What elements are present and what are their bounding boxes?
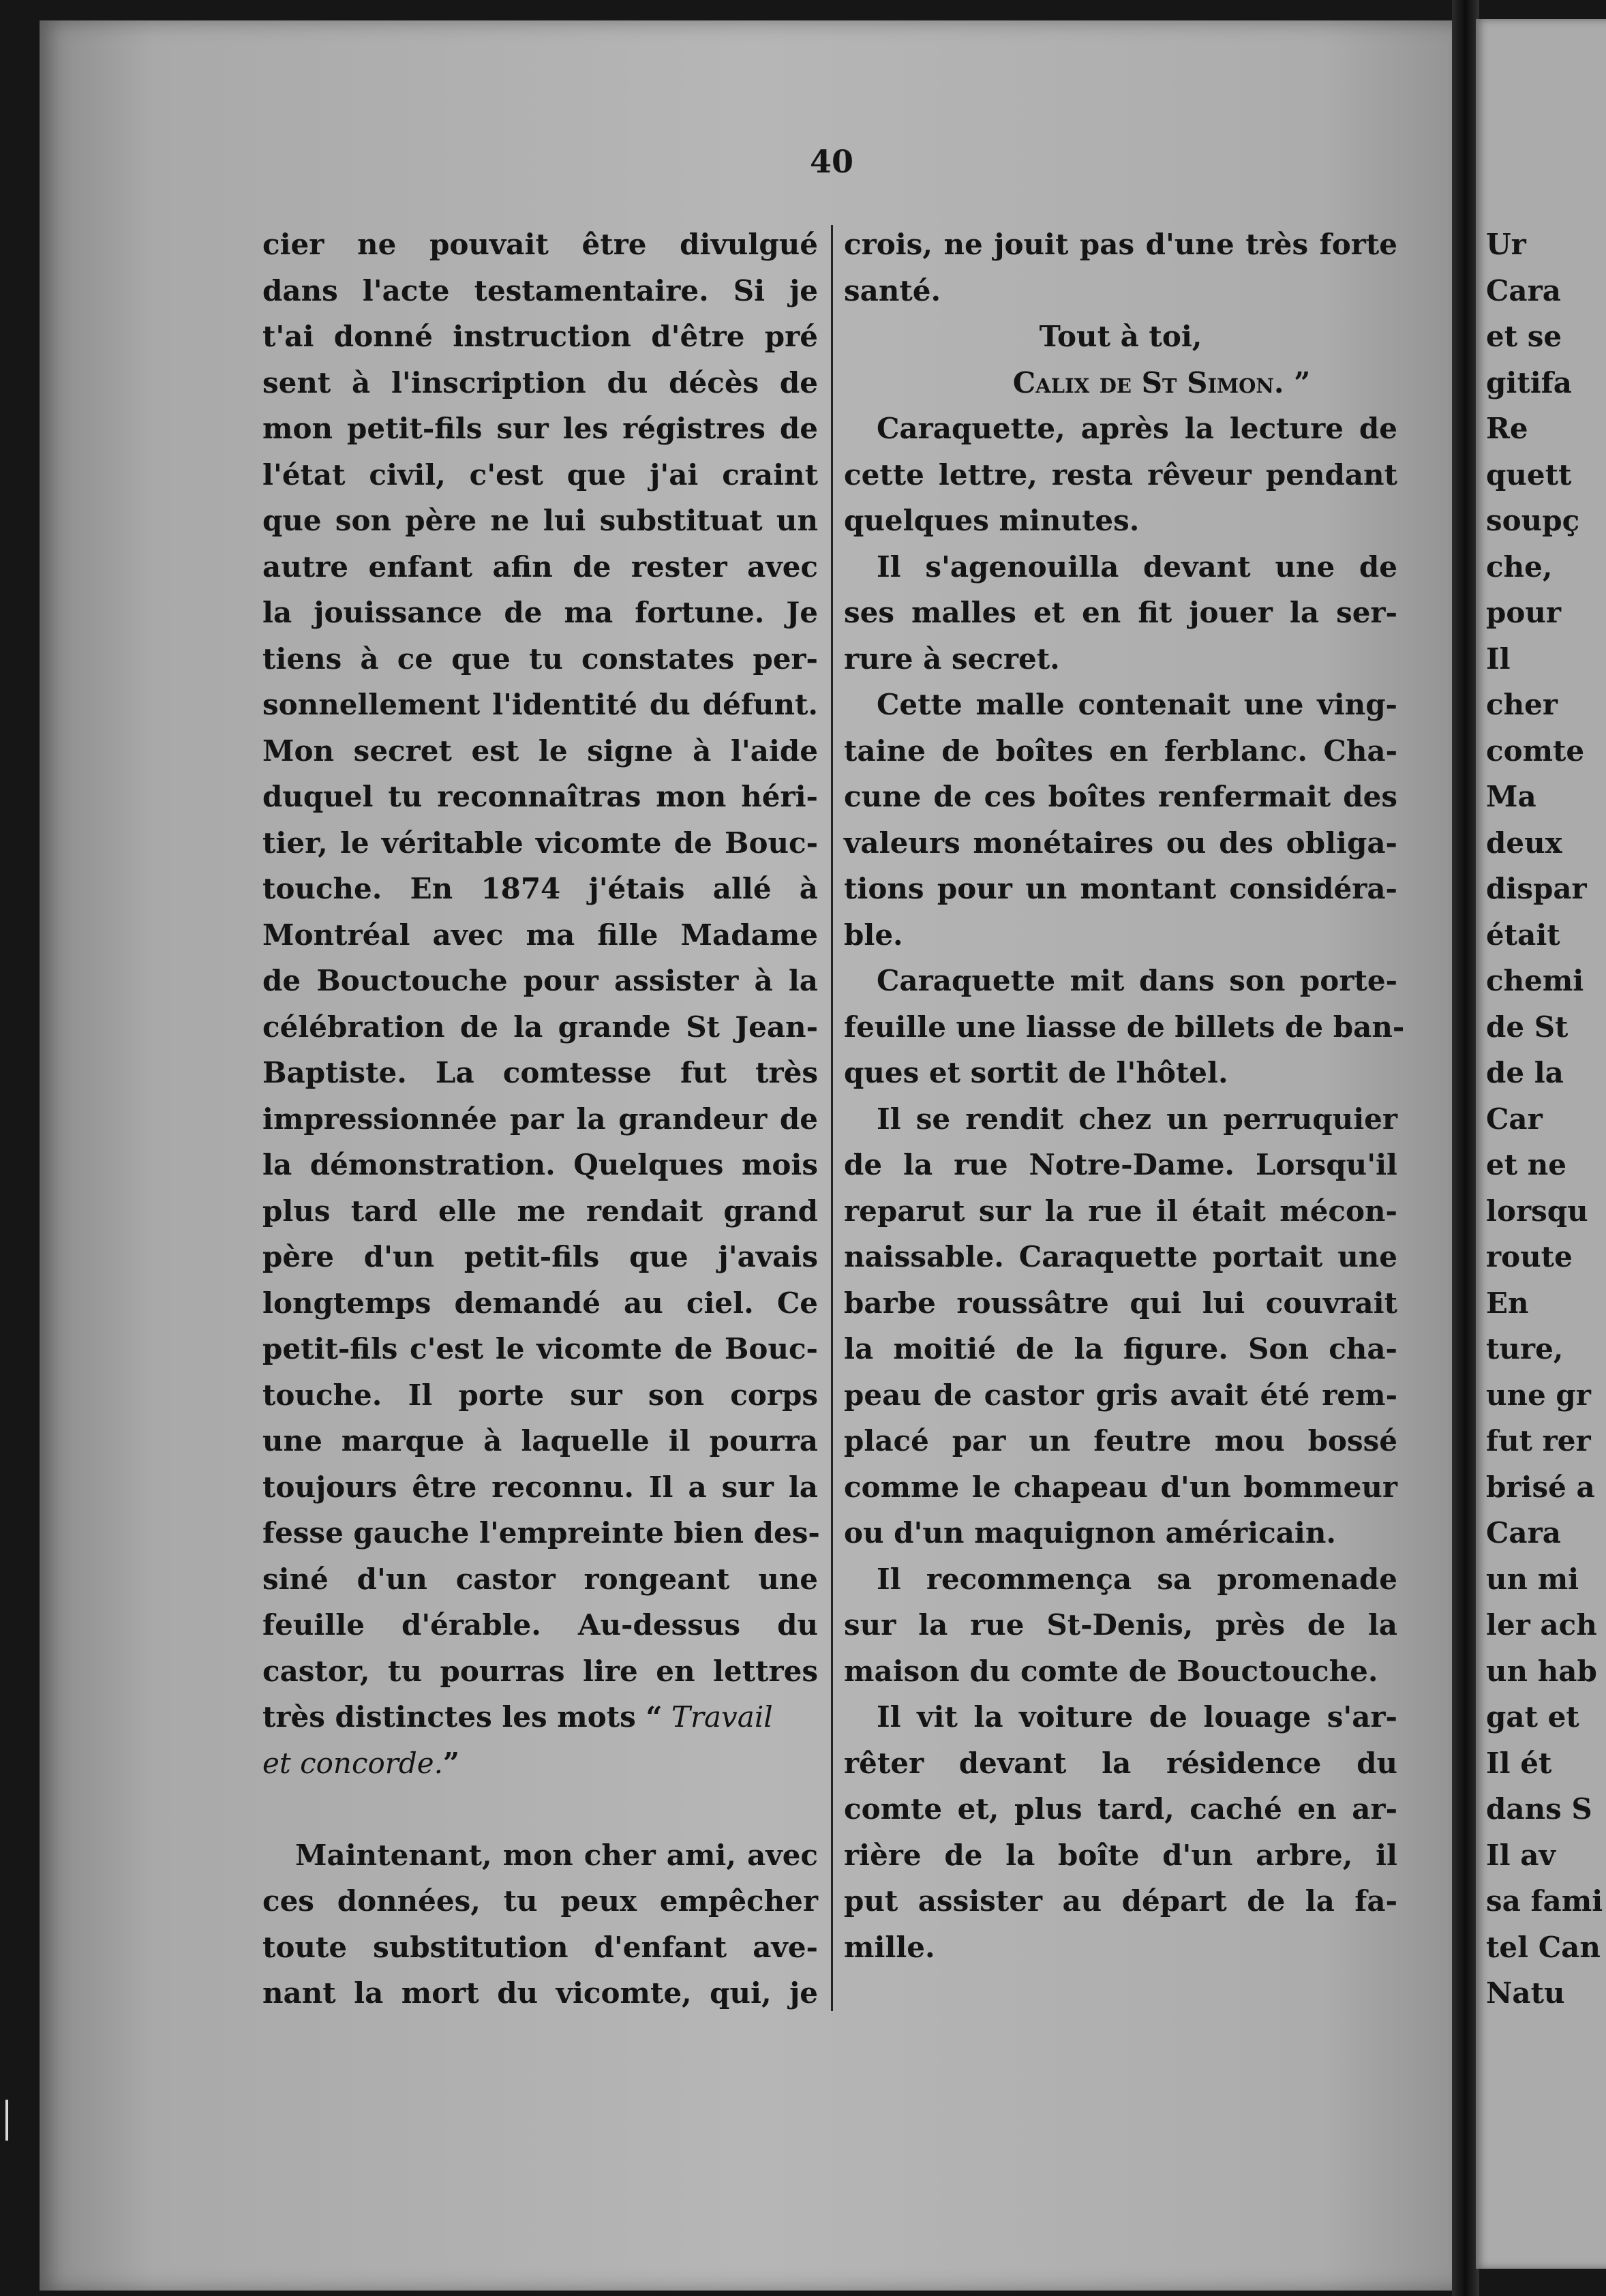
text-line: sent à l'inscription du décès de bbox=[262, 365, 818, 399]
text-line: plus tard elle me rendait grand bbox=[262, 1194, 818, 1228]
text-line: la moitié de la figure. Son cha- bbox=[844, 1332, 1397, 1365]
text-line: touche. Il porte sur son corps bbox=[262, 1378, 818, 1412]
text-line: Maintenant, mon cher ami, avec bbox=[295, 1838, 818, 1872]
text-line: cune de ces boîtes renfermait des bbox=[844, 780, 1397, 813]
scan-edge-mark bbox=[5, 2100, 8, 2141]
text-line: la jouissance de ma fortune. Je bbox=[262, 596, 818, 629]
text-line: sur la rue St-Denis, près de la bbox=[844, 1608, 1397, 1642]
text-line: Caraquette, après la lecture de bbox=[877, 412, 1397, 445]
text-line: Montréal avec ma fille Madame bbox=[262, 918, 818, 952]
facing-page-line: Il bbox=[1486, 641, 1511, 676]
facing-page-line: une gr bbox=[1486, 1378, 1591, 1412]
text-line: de Bouctouche pour assister à la bbox=[262, 964, 818, 997]
facing-page-line: dispar bbox=[1486, 872, 1587, 905]
page-number: 40 bbox=[809, 143, 853, 180]
text-line: t'ai donné instruction d'être pré bbox=[262, 320, 818, 353]
text-line: placé par un feutre mou bossé bbox=[844, 1424, 1397, 1457]
text-line: toute substitution d'enfant ave- bbox=[262, 1930, 818, 1964]
facing-page-line: un hab bbox=[1486, 1654, 1597, 1688]
facing-page-line: Il av bbox=[1486, 1838, 1556, 1872]
text-line: put assister au départ de la fa- bbox=[844, 1884, 1397, 1918]
text-line: siné d'un castor rongeant une bbox=[262, 1562, 818, 1596]
text-line: Il recommença sa promenade bbox=[877, 1562, 1397, 1596]
text-line: dans l'acte testamentaire. Si je bbox=[262, 273, 818, 307]
text-line: touche. En 1874 j'étais allé à bbox=[262, 872, 818, 905]
facing-page-line: ture, bbox=[1486, 1332, 1564, 1365]
facing-page-line: lorsqu bbox=[1486, 1194, 1588, 1228]
text-line: Mon secret est le signe à l'aide bbox=[262, 734, 818, 768]
text-line: feuille une liasse de billets de ban- bbox=[844, 1010, 1405, 1044]
facing-page-line: sa fami bbox=[1486, 1884, 1603, 1918]
facing-page-line: et se bbox=[1486, 320, 1562, 353]
text-line: quelques minutes. bbox=[844, 504, 1140, 537]
text-line: maison du comte de Bouctouche. bbox=[844, 1654, 1378, 1688]
facing-page-line: Re bbox=[1486, 412, 1528, 445]
facing-page-line: cher bbox=[1486, 688, 1558, 721]
text-line: Baptiste. La comtesse fut très bbox=[262, 1056, 818, 1089]
text-line: que son père ne lui substituat un bbox=[262, 504, 818, 537]
text-line: castor, tu pourras lire en lettres bbox=[262, 1654, 818, 1688]
facing-page-line: soupç bbox=[1486, 504, 1580, 537]
facing-page-line: che, bbox=[1486, 549, 1553, 584]
column-divider bbox=[831, 225, 833, 2011]
facing-page-line: Natu bbox=[1486, 1976, 1565, 2010]
text-line: père d'un petit-fils que j'avais bbox=[262, 1240, 818, 1273]
closing-quote: ” bbox=[442, 1746, 460, 1780]
text-line: crois, ne jouit pas d'une très forte bbox=[844, 228, 1397, 261]
text-line: Il s'agenouilla devant une de bbox=[877, 549, 1397, 584]
letter-signature: Calix de St Simon. ” bbox=[1012, 365, 1311, 399]
facing-page-line: tel Can bbox=[1486, 1930, 1601, 1964]
text-line: mille. bbox=[844, 1930, 935, 1964]
facing-page-line: Cara bbox=[1486, 1516, 1561, 1550]
text-line: Caraquette mit dans son porte- bbox=[877, 964, 1397, 997]
facing-page-line: brisé a bbox=[1486, 1470, 1595, 1504]
facing-page-line: fut rer bbox=[1486, 1424, 1591, 1457]
text-line: mon petit-fils sur les régistres de bbox=[262, 412, 818, 445]
text-line: naissable. Caraquette portait une bbox=[844, 1240, 1397, 1273]
text-line: fesse gauche l'empreinte bien des- bbox=[262, 1516, 820, 1550]
right-text-column bbox=[844, 222, 1405, 1970]
facing-page-line: et ne bbox=[1486, 1148, 1567, 1181]
facing-page-line: gitifa bbox=[1486, 365, 1572, 399]
text-line: Il vit la voiture de louage s'ar- bbox=[877, 1700, 1397, 1734]
facing-page-line: Ma bbox=[1486, 780, 1536, 813]
text-line: valeurs monétaires ou des obliga- bbox=[844, 826, 1397, 860]
facing-page-line: comte bbox=[1486, 734, 1585, 768]
facing-page-line: était bbox=[1486, 918, 1560, 952]
paragraph-gap bbox=[262, 1786, 818, 1832]
text-line: ces données, tu peux empêcher bbox=[262, 1884, 818, 1918]
text-line: autre enfant afin de rester avec bbox=[262, 549, 818, 584]
italic-quote: et concorde. bbox=[262, 1746, 443, 1780]
text-line: ble. bbox=[844, 918, 903, 952]
text-line: très distinctes les mots “ Travail bbox=[262, 1700, 773, 1734]
text-line: cier ne pouvait être divulgué bbox=[262, 228, 818, 261]
text-line: l'état civil, c'est que j'ai craint bbox=[262, 457, 818, 492]
text-line: de la rue Notre-Dame. Lorsqu'il bbox=[844, 1148, 1397, 1181]
facing-page-line: quett bbox=[1486, 457, 1572, 492]
text-line: ou d'un maquignon américain. bbox=[844, 1516, 1337, 1550]
book-gutter bbox=[1452, 0, 1479, 2296]
text-line: comme le chapeau d'un bommeur bbox=[844, 1470, 1397, 1504]
text-line: petit-fils c'est le vicomte de Bouc- bbox=[262, 1332, 818, 1365]
facing-page-line: Ur bbox=[1486, 228, 1526, 261]
text-line: santé. bbox=[844, 273, 941, 307]
text-line: longtemps demandé au ciel. Ce bbox=[262, 1286, 818, 1320]
facing-page-line: Car bbox=[1486, 1102, 1543, 1136]
facing-page-line: gat et bbox=[1486, 1700, 1579, 1734]
facing-page-line: de St bbox=[1486, 1010, 1569, 1044]
facing-page-line: Cara bbox=[1486, 273, 1561, 307]
text-line: une marque à laquelle il pourra bbox=[262, 1424, 818, 1457]
facing-page-line: de la bbox=[1486, 1056, 1564, 1089]
text-line: rure à secret. bbox=[844, 641, 1060, 676]
text-line: tiens à ce que tu constates per- bbox=[262, 641, 818, 676]
text-line: peau de castor gris avait été rem- bbox=[844, 1378, 1397, 1412]
facing-page-line: En bbox=[1486, 1286, 1529, 1320]
facing-page-line: chemi bbox=[1486, 964, 1584, 997]
text-line: la démonstration. Quelques mois bbox=[262, 1148, 818, 1181]
text-line: célébration de la grande St Jean- bbox=[262, 1010, 818, 1044]
text-line: ques et sortit de l'hôtel. bbox=[844, 1056, 1228, 1089]
text-line: rêter devant la résidence du bbox=[844, 1746, 1397, 1780]
text-line: ses malles et en fit jouer la ser- bbox=[844, 596, 1397, 629]
text-line: tions pour un montant considéra- bbox=[844, 872, 1397, 905]
left-text-column bbox=[262, 222, 818, 2016]
facing-page-line: Il ét bbox=[1486, 1746, 1552, 1780]
facing-page-line: route bbox=[1486, 1240, 1573, 1273]
text-line: sonnellement l'identité du défunt. bbox=[262, 688, 818, 721]
text-line: cette lettre, resta rêveur pendant bbox=[844, 457, 1397, 492]
text-line: barbe roussâtre qui lui couvrait bbox=[844, 1286, 1397, 1320]
text-line: reparut sur la rue il était mécon- bbox=[844, 1194, 1397, 1228]
text-line: Cette malle contenait une ving- bbox=[877, 688, 1397, 721]
text-line: nant la mort du vicomte, qui, je bbox=[262, 1976, 818, 2010]
text-line bbox=[262, 1740, 818, 1787]
text-line: impressionnée par la grandeur de bbox=[262, 1102, 818, 1136]
text-line: comte et, plus tard, caché en ar- bbox=[844, 1792, 1397, 1826]
text-line: feuille d'érable. Au-dessus du bbox=[262, 1608, 818, 1642]
text-line: Il se rendit chez un perruquier bbox=[877, 1102, 1397, 1136]
text-line: duquel tu reconnaîtras mon héri- bbox=[262, 780, 818, 813]
facing-page-line: deux bbox=[1486, 826, 1562, 860]
italic-quote: Travail bbox=[662, 1700, 773, 1734]
text-line: rière de la boîte d'un arbre, il bbox=[844, 1838, 1397, 1872]
letter-closing: Tout à toi, bbox=[1039, 320, 1202, 353]
facing-page-line: un mi bbox=[1486, 1562, 1579, 1596]
text-line: taine de boîtes en ferblanc. Cha- bbox=[844, 734, 1397, 768]
facing-page-line: pour bbox=[1486, 596, 1562, 629]
facing-page-text bbox=[1486, 222, 1606, 2016]
text-line: toujours être reconnu. Il a sur la bbox=[262, 1470, 818, 1504]
facing-page-line: ler ach bbox=[1486, 1608, 1597, 1642]
text-line: tier, le véritable vicomte de Bouc- bbox=[262, 826, 818, 860]
facing-page-line: dans S bbox=[1486, 1792, 1592, 1826]
